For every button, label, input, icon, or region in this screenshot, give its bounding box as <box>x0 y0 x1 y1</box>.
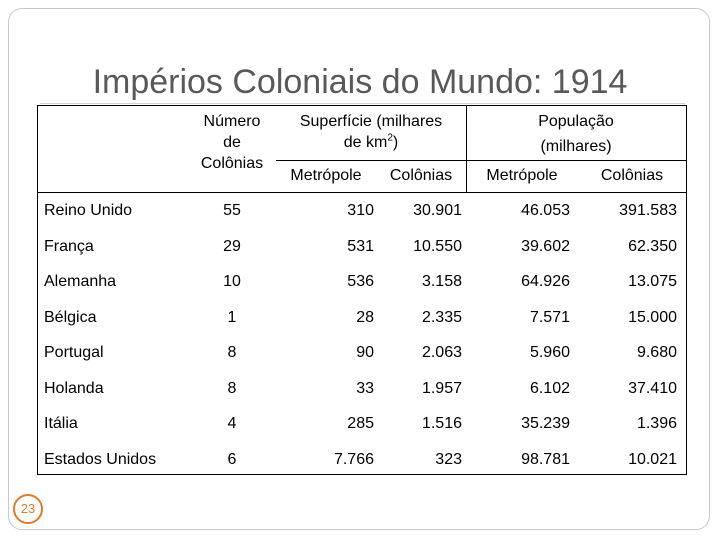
cell-pop-metropole: 6.102 <box>529 379 570 397</box>
cell-colonies: 1 <box>227 308 237 326</box>
header-area-close: ) <box>392 134 399 151</box>
cell-country: Alemanha <box>44 273 117 290</box>
cell-country: França <box>44 237 94 255</box>
cell-pop-colonies: 1.396 <box>636 415 677 432</box>
header-colonies-count <box>190 111 274 174</box>
cell-colonies: 8 <box>227 379 237 397</box>
cell-pop-metropole: 5.960 <box>529 344 570 361</box>
cell-area-colonies: 1.957 <box>421 379 462 397</box>
slide-title: Impérios Coloniais do Mundo: 1914 <box>92 63 628 101</box>
cell-area-colonies: 2.335 <box>421 308 462 326</box>
cell-area-metropole: 536 <box>347 273 374 290</box>
header-area-superscript: 2 <box>387 132 393 144</box>
cell-pop-colonies: 10.021 <box>628 450 677 468</box>
cell-pop-colonies: 13.075 <box>628 273 677 290</box>
cell-area-metropole: 28 <box>356 308 374 326</box>
header-subgroup-rule <box>276 160 686 161</box>
cell-country: Holanda <box>44 379 104 397</box>
cell-area-colonies: 10.550 <box>413 237 462 255</box>
header-colonies-count-line1: Número <box>203 113 261 130</box>
cell-pop-colonies: 391.583 <box>619 202 677 219</box>
cell-pop-metropole: 35.239 <box>521 415 570 432</box>
header-population-line2: (milhares) <box>540 138 612 155</box>
cell-country: Reino Unido <box>44 202 133 219</box>
table-left-border <box>37 105 38 475</box>
header-population-group <box>466 111 686 157</box>
cell-pop-metropole: 46.053 <box>521 202 570 219</box>
cell-area-metropole: 285 <box>347 415 374 432</box>
cell-area-metropole: 531 <box>347 237 374 255</box>
cell-pop-colonies: 15.000 <box>628 308 677 326</box>
cell-area-colonies: 30.901 <box>413 202 462 219</box>
cell-colonies: 4 <box>227 415 237 432</box>
cell-area-colonies: 1.516 <box>421 415 462 432</box>
page-number-badge: 23 <box>13 494 43 524</box>
cell-country: Portugal <box>44 344 104 361</box>
cell-pop-metropole: 64.926 <box>521 273 570 290</box>
cell-area-metropole: 310 <box>347 202 374 219</box>
header-population-line1: População <box>538 113 614 130</box>
header-area-line2 <box>276 132 466 153</box>
cell-country: Itália <box>44 415 78 432</box>
header-area-group <box>276 111 466 153</box>
cell-colonies: 6 <box>227 450 237 468</box>
cell-area-colonies: 3.158 <box>421 273 462 290</box>
subheader-pop-colonies: Colônias <box>600 167 664 184</box>
cell-colonies: 8 <box>227 344 237 361</box>
cell-area-colonies: 323 <box>435 450 462 468</box>
cell-pop-metropole: 98.781 <box>521 450 570 468</box>
header-area-line1: Superfície (milhares <box>299 113 443 130</box>
header-group-divider <box>466 105 467 192</box>
cell-pop-metropole: 39.602 <box>521 237 570 255</box>
table-top-border <box>37 105 687 106</box>
cell-pop-metropole: 7.571 <box>529 308 570 326</box>
subheader-area-colonies: Colônias <box>389 167 453 184</box>
header-colonies-count-line3: Colônias <box>200 155 264 172</box>
cell-colonies: 29 <box>223 237 241 255</box>
cell-pop-colonies: 62.350 <box>628 237 677 255</box>
table-bottom-border <box>37 474 687 475</box>
subheader-pop-metropole: Metrópole <box>486 167 558 184</box>
cell-pop-colonies: 9.680 <box>636 344 677 361</box>
header-area-unit: de km <box>343 134 388 151</box>
cell-area-colonies: 2.063 <box>421 344 462 361</box>
cell-area-metropole: 7.766 <box>333 450 374 468</box>
cell-country: Bélgica <box>44 308 97 326</box>
cell-area-metropole: 33 <box>356 379 374 397</box>
header-colonies-count-line2: de <box>223 134 241 151</box>
title-divider <box>40 103 685 104</box>
cell-colonies: 10 <box>223 273 241 290</box>
cell-colonies: 55 <box>223 202 241 219</box>
table-right-border <box>686 105 687 475</box>
cell-area-metropole: 90 <box>356 344 374 361</box>
header-bottom-rule <box>37 192 687 193</box>
subheader-area-metropole: Metrópole <box>290 167 362 184</box>
cell-country: Estados Unidos <box>44 450 157 468</box>
cell-pop-colonies: 37.410 <box>628 379 677 397</box>
